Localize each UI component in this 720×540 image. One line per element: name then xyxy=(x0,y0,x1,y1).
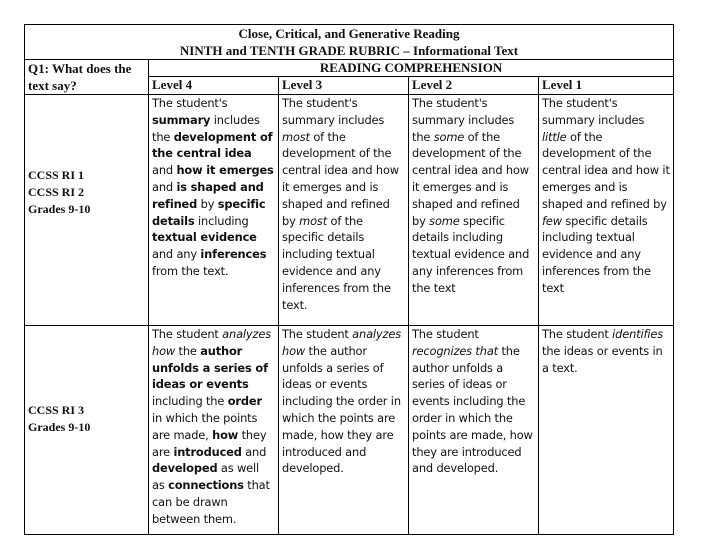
emphasis-bold: introduced xyxy=(173,444,242,459)
emphasis-italic: most xyxy=(299,213,328,228)
text-run: the author unfolds a series of ideas or events including the order in which the points are made, how they are introduced and developed. xyxy=(282,343,401,476)
text-run: and xyxy=(152,163,177,178)
emphasis-bold: development of the central idea xyxy=(152,129,273,161)
emphasis-italic: analyzes how xyxy=(152,327,271,358)
level-2-descriptor xyxy=(409,326,539,535)
text-run: as well as xyxy=(152,461,260,493)
rubric-row-ri1-ri2 xyxy=(25,95,674,326)
text-run: The student xyxy=(542,327,613,341)
emphasis-italic: identifies xyxy=(612,327,664,341)
standard-label: CCSS RI 3 xyxy=(28,403,85,417)
text-run: by xyxy=(197,196,218,211)
rubric-title xyxy=(25,25,674,60)
emphasis-italic: some xyxy=(429,213,460,228)
emphasis-bold: textual evidence xyxy=(152,230,257,245)
emphasis-bold: connections xyxy=(168,478,244,493)
emphasis-italic: most xyxy=(282,129,310,144)
level-3-descriptor xyxy=(279,95,409,326)
text-run: and any xyxy=(152,247,201,262)
section-heading: READING COMPREHENSION xyxy=(149,60,674,77)
level-1-descriptor xyxy=(539,326,674,535)
text-run: including xyxy=(194,213,249,228)
text-run: and xyxy=(241,444,267,459)
standard-label: CCSS RI 2 xyxy=(28,185,85,199)
level-3-descriptor xyxy=(279,326,409,535)
emphasis-bold: summary xyxy=(152,112,211,127)
rubric-table xyxy=(24,24,674,535)
emphasis-bold: developed xyxy=(152,461,218,476)
text-run: includes the xyxy=(152,112,260,144)
text-run: The student xyxy=(152,327,223,341)
emphasis-italic: little xyxy=(542,129,567,144)
level-2-descriptor xyxy=(409,95,539,326)
text-run: from the text. xyxy=(152,263,229,278)
level-4-descriptor xyxy=(149,95,279,326)
text-run: of the development of the central idea and how it emerges and is shaped and refined by xyxy=(282,129,399,228)
emphasis-italic: few xyxy=(542,213,562,228)
text-run: specific details including textual evidence and any inferences from the text xyxy=(542,213,651,295)
question-label: Q1: What does the text say? xyxy=(25,60,149,95)
text-run: of the specific details including textual evidence and any inferences from the text. xyxy=(282,213,391,312)
text-run: The student xyxy=(282,327,353,341)
emphasis-bold: specific details xyxy=(152,196,266,228)
standard-label: Grades 9-10 xyxy=(28,420,91,434)
emphasis-bold: is shaped and refined xyxy=(152,179,264,211)
text-run: The student's summary includes xyxy=(542,96,645,127)
emphasis-italic: some xyxy=(433,129,465,144)
level-1-descriptor xyxy=(539,95,674,326)
text-run: specific details including textual evidence and any inferences from the text xyxy=(412,213,530,295)
emphasis-italic: analyzes how xyxy=(282,327,401,358)
text-run: the xyxy=(175,343,201,358)
text-run: The student's summary includes xyxy=(282,96,385,127)
level-4-header: Level 4 xyxy=(149,76,279,94)
text-run: The student xyxy=(412,327,479,341)
title-line-2: NINTH and TENTH GRADE RUBRIC – Informational Text xyxy=(179,43,519,58)
standard-label: CCSS RI 1 xyxy=(28,168,85,182)
level-4-descriptor xyxy=(149,326,279,535)
text-run: including the xyxy=(152,394,228,409)
text-run: and xyxy=(152,179,177,194)
level-1-header: Level 1 xyxy=(539,76,674,94)
text-run: the ideas or events in a text. xyxy=(542,343,663,375)
text-run: that can be drawn between them. xyxy=(152,478,270,526)
emphasis-italic: recognizes that xyxy=(412,343,498,358)
standards-cell xyxy=(25,95,149,326)
title-row xyxy=(25,25,674,60)
text-run: The student's xyxy=(152,96,228,110)
level-3-header: Level 3 xyxy=(279,76,409,94)
standards-cell xyxy=(25,326,149,535)
emphasis-bold: how xyxy=(212,427,239,442)
emphasis-bold: how it emerges xyxy=(176,163,274,178)
standard-label: Grades 9-10 xyxy=(28,202,91,216)
level-2-header: Level 2 xyxy=(409,76,539,94)
emphasis-bold: inferences xyxy=(200,247,267,262)
emphasis-bold: author unfolds a series of ideas or events xyxy=(152,343,268,392)
text-run: The student's summary includes the xyxy=(412,96,515,144)
text-run: in which the points are made, xyxy=(152,410,258,442)
section-row xyxy=(25,60,674,77)
emphasis-bold: order xyxy=(227,394,262,409)
title-line-1: Close, Critical, and Generative Reading xyxy=(238,26,460,41)
text-run: of the development of the central idea and how it emerges and is shaped and refined by xyxy=(412,129,529,228)
text-run: the author unfolds a series of ideas or events including the order in which the points are made, how they are introduced and developed. xyxy=(412,343,533,476)
text-run: of the development of the central idea and how it emerges and is shaped and refined by xyxy=(542,129,670,211)
rubric-row-ri3 xyxy=(25,326,674,535)
text-run: they are xyxy=(152,427,267,459)
